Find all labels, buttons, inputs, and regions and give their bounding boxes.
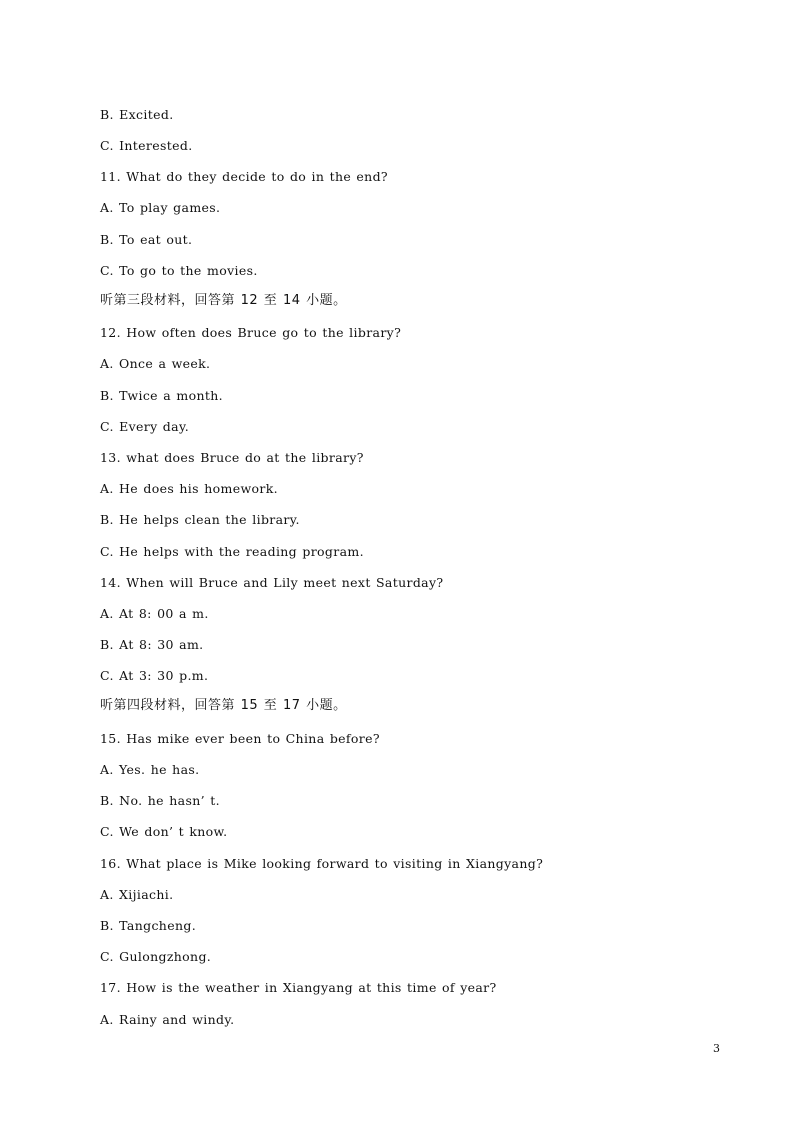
option-13b: B. He helps clean the library. [100, 512, 300, 527]
option-16a: A. Xijiachi. [100, 887, 174, 902]
question-17: 17. How is the weather in Xiangyang at this time of year? [100, 980, 497, 995]
question-14: 14. When will Bruce and Lily meet next Saturday? [100, 575, 444, 590]
option-15c: C. We don’ t know. [100, 824, 228, 839]
option-12b: B. Twice a month. [100, 388, 223, 403]
question-15: 15. Has mike ever been to China before? [100, 731, 380, 746]
question-16: 16. What place is Mike looking forward to visiting in Xiangyang? [100, 856, 544, 871]
option-10c: C. Interested. [100, 138, 193, 153]
section-heading-3: 听第三段材料，回答第 12 至 14 小题。 [100, 293, 347, 308]
option-15a: A. Yes. he has. [100, 762, 200, 777]
page-number: 3 [713, 1042, 720, 1055]
option-12c: C. Every day. [100, 419, 190, 434]
option-15b: B. No. he hasn’ t. [100, 793, 220, 808]
option-12a: A. Once a week. [100, 356, 211, 371]
option-16c: C. Gulongzhong. [100, 949, 212, 964]
question-13: 13. what does Bruce do at the library? [100, 450, 364, 465]
option-17a: A. Rainy and windy. [100, 1012, 235, 1027]
option-13a: A. He does his homework. [100, 481, 278, 496]
option-13c: C. He helps with the reading program. [100, 544, 364, 559]
option-14b: B. At 8: 30 am. [100, 637, 204, 652]
question-12: 12. How often does Bruce go to the library? [100, 325, 402, 340]
option-14a: A. At 8: 00 a m. [100, 606, 209, 621]
option-11b: B. To eat out. [100, 232, 193, 247]
option-14c: C. At 3: 30 p.m. [100, 668, 209, 683]
option-11c: C. To go to the movies. [100, 263, 258, 278]
option-16b: B. Tangcheng. [100, 918, 197, 933]
section-heading-4: 听第四段材料，回答第 15 至 17 小题。 [100, 698, 347, 713]
option-10b: B. Excited. [100, 107, 174, 122]
question-11: 11. What do they decide to do in the end? [100, 169, 388, 184]
option-11a: A. To play games. [100, 200, 221, 215]
